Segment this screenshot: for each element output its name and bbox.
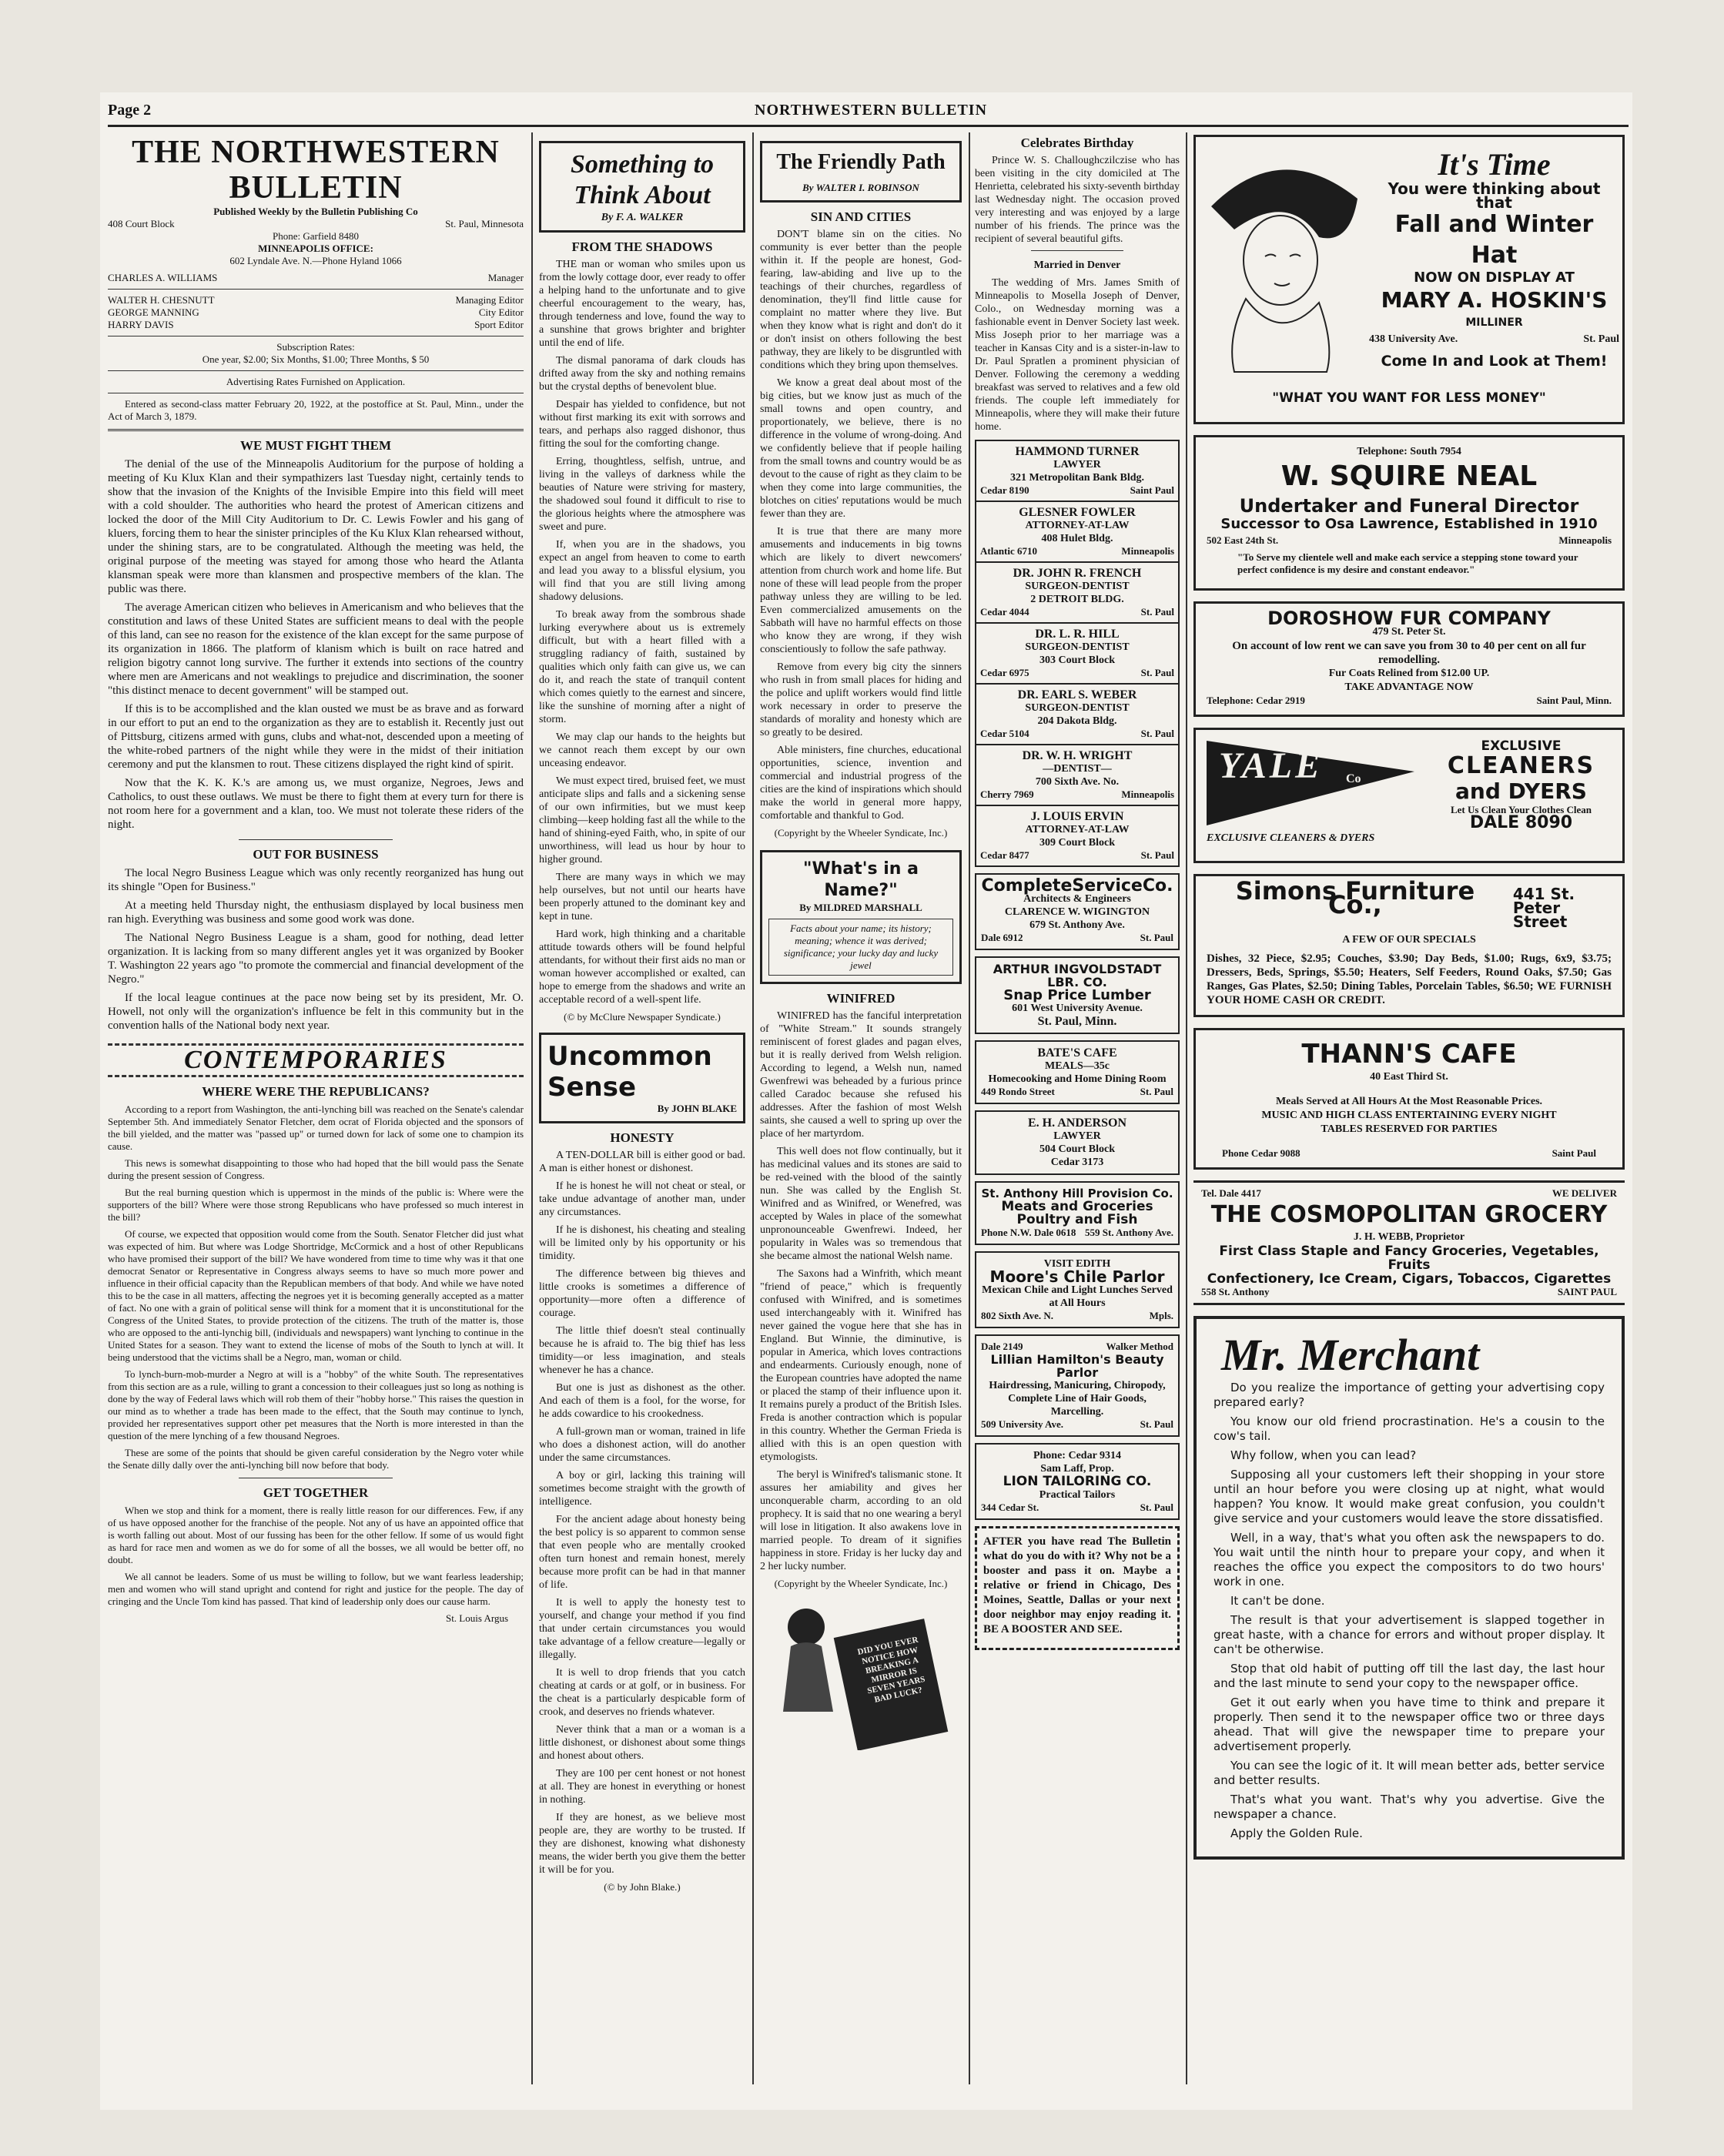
column-rule bbox=[531, 132, 533, 2084]
article-paragraph: Now that the K. K. K.'s are among us, we must organize, Negroes, Jews and Catholics, to oust these outlaws. We must be there to fight them at every turn for there is not room here for a government and a klan, too. We must not tolerate these riders of the night. bbox=[108, 777, 524, 831]
article-paragraph: It is well to apply the honesty test to yourself, and change your method if you find that under certain circumstances you would take advantage of a fellow creature—legally or illegally. bbox=[539, 1597, 745, 1661]
card-city: St. Paul bbox=[1140, 606, 1174, 618]
ad-offer: Fur Coats Relined from $12.00 UP. bbox=[1328, 668, 1490, 679]
feature-title: The Friendly Path bbox=[776, 150, 946, 174]
article-paragraph: These are some of the points that should be given careful consideration by the Negro voter while the Senate dilly dally over the anti-lynching bill now before that body. bbox=[108, 1447, 524, 1471]
directory-card bbox=[976, 441, 1178, 502]
section-banner: CONTEMPORARIES bbox=[108, 1043, 524, 1077]
ad-slogan: "WHAT YOU WANT FOR LESS MONEY" bbox=[1272, 390, 1546, 406]
ad-subtitle: LAWYER bbox=[1053, 1130, 1101, 1142]
card-title: —DENTIST— bbox=[1043, 763, 1112, 775]
ad-description: Confectionery, Ice Cream, Cigars, Tobaccos, Cigarettes bbox=[1207, 1271, 1612, 1287]
article-paragraph: But one is just as dishonest as the other. And each of them is a fool, for the worse, for he adds cowardice to his crookedness. bbox=[539, 1382, 745, 1420]
editorial-column bbox=[108, 135, 524, 2083]
staff-name: CHARLES A. WILLIAMS bbox=[108, 272, 218, 283]
article-paragraph: The little thief doesn't steal continually because he is afraid to. The big thief has less timidity—or less imagination, and steals whenever he has a chance. bbox=[539, 1325, 745, 1376]
ad-title: Moore's Chile Parlor bbox=[989, 1267, 1165, 1286]
notice-paragraph: It can't be done. bbox=[1230, 1594, 1325, 1608]
card-address: 204 Dakota Bldg. bbox=[1037, 715, 1117, 727]
notice-paragraph: Well, in a way, that's what you often ask the newspapers to do. You wait until the ninth hour to prepare your copy, and when it reaches the office you expect the compositors to do two hours' work in one. bbox=[1213, 1531, 1605, 1589]
article-paragraph: But the real burning question which is uppermost in the minds of the public is: Where were the supporters of the bill? Where were those strong Republicans who have professed so much interest in the bill? bbox=[108, 1187, 524, 1223]
office-city: St. Paul, Minnesota bbox=[445, 218, 524, 229]
ad-subtitle: Poultry and Fish bbox=[1016, 1212, 1138, 1227]
directory-card bbox=[976, 685, 1178, 745]
ad-address: 40 East Third St. bbox=[1370, 1071, 1448, 1083]
article-paragraph: Able ministers, fine churches, educational opportunities, science, invention and commercial and industrial progress of the cities are the kind of inspirations which should make the world in general more happy, comfortable and thankful to God. bbox=[760, 745, 962, 822]
article-paragraph: The National Negro Business League is a sham, good for nothing, dead letter organization. It is lacking from so many different angles yet it was organized by Booker T. Washington 22 years ago "to promote the commercial and financial development of the Negro." bbox=[108, 932, 524, 986]
ad-title: E. H. ANDERSON bbox=[1027, 1116, 1127, 1130]
card-city: Minneapolis bbox=[1121, 788, 1174, 800]
ad-subtitle: You were thinking about that bbox=[1388, 179, 1601, 212]
tailoring-ad bbox=[975, 1443, 1180, 1520]
feature-title: Something to Think About bbox=[570, 150, 715, 209]
masthead-title: THE NORTHWESTERN BULLETIN bbox=[132, 135, 500, 206]
card-address: 303 Court Block bbox=[1039, 654, 1115, 666]
ad-name: CLARENCE W. WIGINGTON bbox=[1004, 906, 1150, 918]
ad-business-type: MILLINER bbox=[1465, 316, 1523, 329]
article-paragraph: DON'T blame sin on the cities. No community is ever better than the people within it. If the people are honest, God-fearing, law-abiding and live up to the teachings of their churches, regardless of denomination, they'll find little cause for complaint no matter where they live. But when they know what is right and don't do it or don't insist on others following the best pathway, they are likely to be disgruntled with conditions which they bring upon themselves. bbox=[760, 229, 962, 371]
article-headline: OUT FOR BUSINESS bbox=[253, 847, 379, 862]
column-rule bbox=[1186, 132, 1187, 2084]
article-source: St. Louis Argus bbox=[445, 1612, 508, 1624]
office-address: 408 Court Block bbox=[108, 218, 175, 229]
card-city: St. Paul bbox=[1140, 728, 1174, 739]
notice-paragraph: Apply the Golden Rule. bbox=[1230, 1826, 1363, 1840]
ad-city: Mpls. bbox=[1149, 1310, 1173, 1321]
ad-title: ARTHUR INGVOLDSTADT LBR. CO. bbox=[993, 962, 1162, 989]
cafe-ad bbox=[1193, 1028, 1625, 1170]
ad-kicker: EXCLUSIVE bbox=[1481, 738, 1562, 754]
card-address: 309 Court Block bbox=[1039, 837, 1115, 849]
feature-card bbox=[539, 141, 745, 233]
ad-address: 344 Cedar St. bbox=[981, 1502, 1039, 1513]
article-paragraph: It is true that there are many more amusements and inducements in big towns which are likely to divert newcomers' attention from church work and home life. But none of these will lead people from the proper pathway unless they are willing to be led. Even commercialized amusements on the Sabbath will have no harmful effects on those who know they are wrong, if they wish conscientiously to follow the safe pathway. bbox=[760, 526, 962, 655]
feature-card bbox=[539, 1033, 745, 1123]
lawyer-ad bbox=[975, 1110, 1180, 1175]
article-paragraph: Of course, we expected that opposition would come from the South. Senator Fletcher did just what was expected of him. But where was Lodge Shortridge, McCormick and a host of other Republicans who have promised their support of the bill? We have wondered from time to time why was it that one democrat Senator or Representative in Congress always seems to have so much more power and influence in their official capacity than the Republican members of that body. And while we have noted this to be the case in all matters, affecting the negroes yet it is becoming generally accepted as a matter of fact. No one with a grain of political sense will think for a moment that it is unconstitutional for the Congress of the United States, to provide protection of the citizens. The truth of the matter is, those who are opposed to the anti-lynchig bill, (individuals and newspapers) want lynching to continue in the United States for a season. They want to extend the license of mobs of the South to lynch at will. It being understood that the victims shall be a Negro, man, woman or child. bbox=[108, 1228, 524, 1363]
ad-title: CompleteServiceCo. bbox=[981, 876, 1173, 896]
card-city: Saint Paul bbox=[1130, 484, 1174, 496]
notice-paragraph: The result is that your advertisement is slapped together in great haste, with a chance for errors and without proper display. It can't be otherwise. bbox=[1213, 1613, 1605, 1656]
ad-business-name: THE COSMOPOLITAN GROCERY bbox=[1210, 1201, 1608, 1228]
notice-paragraph: Get it out early when you have time to think and prepare it properly. Then send it to the newspaper office two or three days ahead. That will give the newspaper time to prepare your advertisement properly. bbox=[1213, 1696, 1605, 1753]
article-headline: WE MUST FIGHT THEM bbox=[239, 438, 391, 453]
article-paragraph: We all cannot be leaders. Some of us must be willing to follow, but we want fearless leadership; men and women who will stand upright and contend for right and justice for the people. The day of cringing and the Uncle Tom kind has passed. That kind of leadership only does our cause harm. bbox=[108, 1571, 524, 1607]
article-paragraph: A TEN-DOLLAR bill is either good or bad. A man is either honest or dishonest. bbox=[539, 1150, 745, 1174]
feature-byline: By F. A. WALKER bbox=[601, 212, 684, 223]
card-phone: Cedar 8190 bbox=[980, 484, 1029, 496]
card-address: 700 Sixth Ave. No. bbox=[1035, 776, 1120, 788]
ad-title: Lillian Hamilton's Beauty Parlor bbox=[990, 1352, 1164, 1380]
ad-address: 601 West University Avenue. bbox=[1012, 1003, 1143, 1014]
ad-title: It's Time bbox=[1438, 147, 1551, 182]
card-name: DR. W. H. WRIGHT bbox=[1022, 749, 1133, 762]
ad-description: Homecooking and Home Dining Room bbox=[988, 1073, 1167, 1085]
card-city: St. Paul bbox=[1140, 849, 1174, 861]
card-city: Minneapolis bbox=[1121, 545, 1174, 557]
article-paragraph: WINIFRED has the fanciful interpretation of "White Stream." It sounds strangely reminiscent of forest glades and pagan elves, but it is really derived from Welsh religion. According to legend, a Welsh nun, named Gwenfrewi was beheaded by a furious prince called Caradoc because she refused his addresses. After the fashion of most Welsh saints, she caused a well to spring up over the place of her martyrdom. bbox=[760, 1010, 962, 1140]
ad-address: 679 St. Anthony Ave. bbox=[1029, 919, 1125, 931]
article-paragraph: If, when you are in the shadows, you expect an angel from heaven to come to earth and lead you away to a blissful elysium, you will find that you are still living among shadowy delusions. bbox=[539, 539, 745, 603]
staff-role: Sport Editor bbox=[474, 319, 524, 330]
card-name: J. LOUIS ERVIN bbox=[1030, 810, 1124, 823]
ad-description: TABLES RESERVED FOR PARTIES bbox=[1321, 1123, 1498, 1135]
ad-subtitle: MEALS—35c bbox=[1045, 1060, 1110, 1072]
staff-name: HARRY DAVIS bbox=[108, 319, 174, 330]
ad-phone: Telephone: South 7954 bbox=[1357, 446, 1461, 457]
card-title: SURGEON-DENTIST bbox=[1025, 581, 1130, 592]
article-paragraph: There are many ways in which we may help ourselves, but not until our hearts have been properly attuned to the dominant key and kept in tune. bbox=[539, 872, 745, 922]
article-headline: WINIFRED bbox=[826, 991, 895, 1006]
pennant-co: Co bbox=[1346, 772, 1361, 785]
article-headline: WHERE WERE THE REPUBLICANS? bbox=[202, 1084, 430, 1099]
fur-company-ad bbox=[1193, 601, 1625, 717]
article-paragraph: The local Negro Business League which was only recently reorganized has hung out its shingle "Open for Business." bbox=[108, 867, 524, 893]
ad-description: Meals Served at All Hours At the Most Reasonable Prices. bbox=[1275, 1096, 1543, 1107]
copyright-line: (© by McClure Newspaper Syndicate.) bbox=[564, 1011, 721, 1023]
ad-proprietor: J. H. WEBB, Proprietor bbox=[1353, 1231, 1465, 1243]
article-paragraph: To break away from the sombrous shade lurking everywhere about us is extremely difficult, but with a heart filled with a struggling radiancy of faith, sustained by qualities which only faith can give us, we can do it, and reach the state of tranquil content which comes quietly to the earnest and sincere, like the sunshine of morning after a night of storm. bbox=[539, 609, 745, 725]
millinery-ad bbox=[1193, 135, 1625, 424]
ad-kicker: VISIT EDITH bbox=[1043, 1258, 1111, 1270]
article-paragraph: Never think that a man or a woman is a little dishonest, or dishonest about some things and honest about others. bbox=[539, 1724, 745, 1762]
column-rule bbox=[752, 132, 754, 2084]
article-paragraph: We know a great deal about most of the big cities, but we know just as much of the small towns and open country, and proportionately, we believe, there is no difference in the volume of wrong-doing. And we confidently believe that if people hailing from the small towns and country would be as devout to the cause of right as they claim to be when they come into large communities, the blotches on cities' reputations would be much fewer than they are. bbox=[760, 377, 962, 520]
article-paragraph: This well does not flow continually, but it has medicinal values and its stones are said to be red-veined with the blood of the saintly nun. She was called by the English St. Winifred and as Winifred, or Wenefred, was accepted by Wales in place of the somewhat unpronounceable Gwenfrewi. Indeed, her popularity in Wales was so tremendous that she became almost the national Welsh name. bbox=[760, 1146, 962, 1262]
advertising-rates: Advertising Rates Furnished on Application. bbox=[226, 376, 406, 387]
ad-quote: "To Serve my clientele well and make each service a stepping stone toward your perfect confidence is my desire and constant endeavor." bbox=[1237, 551, 1578, 575]
notice-paragraph: You know our old friend procrastination. He's a cousin to the cow's tail. bbox=[1213, 1414, 1605, 1443]
article-paragraph: The Saxons had a Winfrith, which meant "friend of peace," which is frequently confused with Winifred, and is sometimes used interchangeably with it. Winifred has never gained the vogue here that she has in England. But Winnie, the diminutive, is popular in America, which loves contractions and endearments. Curiously enough, none of the European countries have adopted the name or placed the stamp of their influence upon it. It remains purely a product of the British Isles. Freda is another contraction which is popular in this country. Whether the German Frieda is allied with this is an open question with etymologists. bbox=[760, 1268, 962, 1463]
publisher-line: Published Weekly by the Bulletin Publishing Co bbox=[213, 206, 418, 217]
article-paragraph: If he is honest he will not cheat or steal, or take undue advantage of another man, under any circumstances. bbox=[539, 1180, 745, 1218]
ad-city: St. Paul bbox=[1140, 1502, 1173, 1513]
card-name: HAMMOND TURNER bbox=[1015, 445, 1140, 458]
card-name: DR. EARL S. WEBER bbox=[1017, 688, 1137, 701]
card-address: 2 DETROIT BLDG. bbox=[1030, 594, 1124, 605]
card-address: 408 Hulet Bldg. bbox=[1041, 533, 1113, 544]
postal-entry: Entered as second-class matter February 20, 1922, at the postoffice at St. Paul, Minn., under the Act of March 3, 1879. bbox=[108, 398, 524, 422]
article-paragraph: THE man or woman who smiles upon us from the lowly cottage door, ever ready to offer a helping hand to the unfortunate and to give cheerful encouragement to the weary, has, through tenderness and love, found the way to a sunshine that grows brighter and brighter until the end of life. bbox=[539, 259, 745, 349]
article-paragraph: They are 100 per cent honest or not honest at all. They are honest in everything or honest in nothing. bbox=[539, 1768, 745, 1806]
yale-cleaners-ad bbox=[1193, 728, 1625, 863]
article-paragraph: Prince W. S. Challoughczilczise who has been visiting in the city domiciled at The Henrietta, celebrated his sixty-seventh birthday last Wednesday night. The occasion proved very interesting and was enjoyed by a large number of his friends. The prince was the recipient of several beautiful gifts. bbox=[975, 155, 1180, 245]
card-phone: Cedar 8477 bbox=[980, 849, 1029, 861]
article-paragraph: For the ancient adage about honesty being the best policy is so apparent to common sense that even people who are mentally crooked often turn honest and remain honest, merely because more profit can be had in that manner of life. bbox=[539, 1514, 745, 1591]
ad-address: 502 East 24th St. bbox=[1207, 534, 1279, 546]
booster-notice bbox=[975, 1526, 1180, 1650]
ad-phone: Dale 2149 bbox=[981, 1341, 1023, 1352]
article-headline: HONESTY bbox=[610, 1130, 675, 1145]
running-masthead: NORTHWESTERN BULLETIN bbox=[755, 102, 988, 119]
article-paragraph: Erring, thoughtless, selfish, untrue, and living in the valleys of darkness while the beauties of Nature were striving for mastery, the shadowed soul found it difficult to rise to the glorious heights where the atmosphere was sweet and pure. bbox=[539, 456, 745, 533]
article-paragraph: If this is to be accomplished and the klan ousted we must be as brave and as forward in our effort to put an end to the organization as they are to establish it. Recently just out of Pittsburg, citizens armed with guns, clubs and what-not, descended upon a meeting of the white-robed partners of the night while they were in the midst of their initiation ceremony and put the klansmen to rout. These citizens displayed the right kind of spirit. bbox=[108, 703, 524, 771]
ad-phone: Telephone: Cedar 2919 bbox=[1207, 695, 1305, 706]
ad-slogan: Let Us Clean Your Clothes Clean bbox=[1450, 804, 1592, 815]
woman-in-hat-icon bbox=[1203, 145, 1365, 376]
subscription-rates: One year, $2.00; Six Months, $1.00; Three Months, $ 50 bbox=[202, 353, 430, 365]
column-rule bbox=[969, 132, 970, 2084]
card-title: LAWYER bbox=[1053, 459, 1101, 470]
ad-city: St. Paul bbox=[1583, 333, 1619, 345]
ad-business-name: THANN'S CAFE bbox=[1301, 1039, 1517, 1070]
ad-headline: and DYERS bbox=[1455, 778, 1587, 804]
notice-paragraph: Supposing all your customers left their shopping in your store until an hour before you were closing up at night, what would happen? You know. It would make great confusion, you couldn't give service and your customers would leave the store dissatisfied. bbox=[1213, 1468, 1605, 1525]
directory-card bbox=[976, 502, 1178, 563]
grocery-ad bbox=[1193, 1180, 1625, 1305]
office-phone: Phone: Garfield 8480 bbox=[273, 230, 359, 242]
ad-city: St. Paul bbox=[1140, 1418, 1173, 1430]
card-address: 321 Metropolitan Bank Bldg. bbox=[1010, 472, 1144, 484]
header-rule bbox=[108, 125, 1629, 127]
card-title: ATTORNEY-AT-LAW bbox=[1025, 520, 1130, 531]
directory-card bbox=[976, 624, 1178, 685]
staff-role: Managing Editor bbox=[455, 294, 524, 306]
ad-address: 504 Court Block bbox=[1039, 1143, 1115, 1155]
ad-address: 559 St. Anthony Ave. bbox=[1085, 1227, 1173, 1238]
funeral-director-ad bbox=[1193, 435, 1625, 591]
advertisements-column bbox=[1193, 135, 1625, 2091]
ad-headline: Fall and Winter Hat bbox=[1394, 211, 1594, 269]
card-title: ATTORNEY-AT-LAW bbox=[1025, 824, 1130, 835]
feature-byline: By WALTER I. ROBINSON bbox=[802, 182, 919, 193]
card-phone: Cherry 7969 bbox=[980, 788, 1034, 800]
subscription-label: Subscription Rates: bbox=[276, 341, 355, 353]
ad-tagline: EXCLUSIVE CLEANERS & DYERS bbox=[1207, 832, 1375, 844]
ad-established: Successor to Osa Lawrence, Established in 1910 bbox=[1220, 516, 1598, 532]
page-number: Page 2 bbox=[108, 102, 152, 119]
feature-byline: By JOHN BLAKE bbox=[657, 1103, 737, 1114]
chile-parlor-ad bbox=[975, 1251, 1180, 1328]
article-paragraph: If the local league continues at the pace now being set by its president, Mr. O. Howell, not only will the organization's influence be felt in this community but in the convention halls of the National body next year. bbox=[108, 992, 524, 1032]
mr-merchant-notice bbox=[1193, 1316, 1625, 1860]
mpls-office-label: MINNEAPOLIS OFFICE: bbox=[258, 243, 373, 254]
ad-subtitle: A FEW OF OUR SPECIALS bbox=[1342, 934, 1476, 946]
notice-paragraph: You can see the logic of it. It will mean better ads, better service and better results. bbox=[1213, 1759, 1605, 1787]
article-paragraph: We may clap our hands to the heights but we cannot reach them except by our own unceasing endeavor. bbox=[539, 732, 745, 769]
feature-title: "What's in a Name?" bbox=[803, 859, 919, 900]
ad-phone: Tel. Dale 4417 bbox=[1201, 1187, 1261, 1199]
ad-city: Saint Paul, Minn. bbox=[1536, 695, 1612, 706]
feature-byline: By MILDRED MARSHALL bbox=[799, 902, 922, 913]
ad-phone: Phone N.W. Dale 0618 bbox=[981, 1227, 1076, 1238]
staff-role: City Editor bbox=[478, 306, 524, 318]
ad-business-name: W. SQUIRE NEAL bbox=[1280, 460, 1538, 492]
directory-card bbox=[976, 745, 1178, 806]
article-paragraph: A full-grown man or woman, trained in life who does a dishonest action, will do another under the same circumstances. bbox=[539, 1426, 745, 1464]
card-city: St. Paul bbox=[1140, 667, 1174, 678]
ad-city: Minneapolis bbox=[1558, 534, 1612, 546]
ad-address: 802 Sixth Ave. N. bbox=[981, 1310, 1054, 1321]
card-name: GLESNER FOWLER bbox=[1019, 506, 1136, 519]
article-paragraph: The dismal panorama of dark clouds has drifted away from the sky and nothing remains but the crystal depths of benevolent blue. bbox=[539, 355, 745, 393]
copyright-line: (Copyright by the Wheeler Syndicate, Inc.) bbox=[774, 1578, 948, 1589]
ad-title: LION TAILORING CO. bbox=[1003, 1474, 1152, 1489]
beauty-parlor-ad bbox=[975, 1334, 1180, 1437]
article-headline: SIN AND CITIES bbox=[810, 209, 912, 224]
card-title: SURGEON-DENTIST bbox=[1025, 702, 1130, 714]
article-headline: GET TOGETHER bbox=[263, 1485, 369, 1500]
article-paragraph: We must expect tired, bruised feet, we must anticipate slips and falls and a sickening sense of our own infirmities, but we must keep climbing—keep holding fast all the while to the hand of shining-eyed Faith, who, in spite of our unworthiness, will lead us hour by hour to higher ground. bbox=[539, 775, 745, 865]
article-paragraph: To lynch-burn-mob-murder a Negro at will is a "hobby" of the white South. The representatives from this section are as a rule, willing to grant a concession to their colleagues just so long as nothing is done by the way of Federal laws which will rob them of their "hobby horse." This raises the question in our mind as to whether a trade has been made to the effect, that the South may continue to lynch, provided her representatives support other pet measures that the North is more interested in than the question of the mere lynching of a few thousand Negroes. bbox=[108, 1368, 524, 1441]
ad-description: Mexican Chile and Light Lunches Served at All Hours bbox=[982, 1284, 1173, 1309]
ad-address: 449 Rondo Street bbox=[981, 1086, 1055, 1097]
ad-business-name: MARY A. HOSKIN'S bbox=[1381, 287, 1608, 313]
staff-role: Manager bbox=[487, 272, 524, 283]
card-name: DR. L. R. HILL bbox=[1035, 628, 1120, 641]
feature-title: Uncommon Sense bbox=[547, 1041, 712, 1103]
ad-city: SAINT PAUL bbox=[1557, 1286, 1617, 1297]
article-paragraph: Despair has yielded to confidence, but not without first marking its exit with sorrows and tears, and perhaps also ragged dishonor, thus fitting the soul for the comforting change. bbox=[539, 399, 745, 450]
cartoon-illustration bbox=[760, 1596, 962, 1750]
ad-description: MUSIC AND HIGH CLASS ENTERTAINING EVERY NIGHT bbox=[1261, 1110, 1557, 1121]
article-paragraph: The beryl is Winifred's talismanic stone. It assures her amiability and gives her unconquerable charm, according to an old prophecy. It is said that no one wearing a beryl will lose in litigation. It also awakens love in married people. To dream of it signifies happiness in store. Friday is her lucky day and 2 her lucky number. bbox=[760, 1469, 962, 1572]
feature-card bbox=[760, 850, 962, 984]
ad-proprietor: Sam Laff, Prop. bbox=[1040, 1463, 1114, 1475]
article-paragraph: If they are honest, as we believe most people are, they are worthy to be trusted. If they are dishonest, knowing what dishonesty means, the wider berth you give them the better it will be for you. bbox=[539, 1812, 745, 1876]
complete-service-ad bbox=[975, 873, 1180, 950]
ad-address: 479 St. Peter St. bbox=[1372, 626, 1446, 638]
ad-description: On account of low rent we can save you from 30 to 40 per cent on all fur remodelling. bbox=[1232, 640, 1586, 666]
booster-text: AFTER you have read The Bulletin what do you do with it? Why not be a booster and pass it on. Maybe a relative or friend in Chicago, Des Moines, Seattle, Dallas or your next door neighbor may enjoy reading it. BE A BOOSTER AND SEE. bbox=[983, 1535, 1171, 1635]
ad-subtitle: Snap Price Lumber bbox=[1003, 987, 1151, 1003]
notice-paragraph: Do you realize the importance of getting your advertising copy prepared early? bbox=[1213, 1381, 1605, 1409]
features-column-2 bbox=[539, 135, 745, 2083]
card-phone: Cedar 5104 bbox=[980, 728, 1029, 739]
card-phone: Atlantic 6710 bbox=[980, 545, 1038, 557]
article-paragraph: According to a report from Washington, the anti-lynching bill was reached on the Senate's calendar September 5th. And immediately Senator Fletcher, dem ocrat of Florida objected and the sponsors of the bill yielded, and the matter was "passed up" or turned down for lack of some one to champion its cause. bbox=[108, 1103, 524, 1152]
article-headline: FROM THE SHADOWS bbox=[571, 239, 713, 254]
ad-method: Walker Method bbox=[1106, 1341, 1173, 1352]
copyright-line: (Copyright by the Wheeler Syndicate, Inc.) bbox=[774, 827, 948, 839]
ad-address: 438 University Ave. bbox=[1369, 333, 1458, 345]
feature-card bbox=[760, 141, 962, 203]
article-headline: Celebrates Birthday bbox=[1020, 136, 1134, 150]
ad-phone: Cedar 3173 bbox=[1050, 1157, 1104, 1168]
directory-card bbox=[976, 806, 1178, 865]
pennant-text: YALE bbox=[1219, 745, 1324, 786]
notice-paragraph: Stop that old habit of putting off till the last day, the last hour and the last minute to send your copy to the newspaper office. bbox=[1213, 1662, 1605, 1690]
page-header bbox=[108, 100, 1632, 123]
ad-phone: Phone Cedar 9088 bbox=[1222, 1147, 1301, 1159]
ad-description: Hairdressing, Manicuring, Chiropody, Complete Line of Hair Goods, Marcelling. bbox=[989, 1380, 1166, 1418]
article-paragraph: At a meeting held Thursday night, the enthusiasm displayed by local business men ran high. Everything was business and some good work was done. bbox=[108, 899, 524, 926]
feature-facts: Facts about your name; its history; meaning; whence it was derived; significance; your lucky day and lucky jewel bbox=[768, 919, 953, 976]
staff-name: GEORGE MANNING bbox=[108, 306, 199, 318]
article-paragraph: When we stop and think for a moment, there is really little reason for our differences. Few, if any of us have opposed another for the franchise of the people. Not any of us have an appointed office that is worth falling out about. Most of our fussing has been for the other fellow. If some of us would fight as hard for race men and women as we do for some of all the bosses, we all would be better off, no doubt. bbox=[108, 1505, 524, 1565]
ad-call-to-action: Come In and Look at Them! bbox=[1381, 353, 1608, 370]
ad-headline: CLEANERS bbox=[1447, 752, 1595, 779]
ad-subtitle: Practical Tailors bbox=[1039, 1489, 1116, 1501]
directory-card bbox=[976, 563, 1178, 624]
ad-title: St. Anthony Hill Provision Co. bbox=[981, 1187, 1173, 1200]
article-paragraph: The difference between big thieves and little crooks is sometimes a difference of opportunity—more often a difference of courage. bbox=[539, 1268, 745, 1319]
article-paragraph: The wedding of Mrs. James Smith of Minneapolis to Mosella Joseph of Denver, Colo., on Wednesday morning was a fashionable event in Denver Society last week. Miss Joseph prior to her marriage was a teacher in Kansas City and is a sister-in-law to Dr. Paul Spratlen a prominent physician of Denver. Following the ceremony a wedding breakfast was served to relatives and a few old friends. The couple left immediately for Minneapolis, where they will make their future home. bbox=[975, 277, 1180, 433]
ad-city: Saint Paul bbox=[1552, 1147, 1596, 1159]
staff-name: WALTER H. CHESNUTT bbox=[108, 294, 215, 306]
card-title: SURGEON-DENTIST bbox=[1025, 641, 1130, 653]
notice-paragraph: Why follow, when you can lead? bbox=[1230, 1448, 1417, 1462]
notice-title: Mr. Merchant bbox=[1221, 1330, 1480, 1380]
notice-paragraph: That's what you want. That's why you advertise. Give the newspaper a chance. bbox=[1213, 1793, 1605, 1821]
ad-subtitle: Undertaker and Funeral Director bbox=[1239, 495, 1579, 517]
ad-price-list: Dishes, 32 Piece, $2.95; Couches, $3.90; Day Beds, $1.00; Rugs, 6x9, $3.75; Dressers, Beds, Springs, $5.50; Heaters, Self Feeders, Round Oaks, $7.50; Gas Ranges, Gas Plates, $2.50; Dining Tables, Porcelain Tables, $6.50; WE FURNISH YOUR HOME CASH OR CREDIT. bbox=[1207, 952, 1612, 1006]
ad-call-to-action: TAKE ADVANTAGE NOW bbox=[1344, 681, 1474, 693]
card-name: DR. JOHN R. FRENCH bbox=[1013, 567, 1142, 580]
provision-ad bbox=[975, 1181, 1180, 1245]
article-paragraph: It is well to drop friends that you catch cheating at cards or at golf, or in business. For the cheat is a particularly despicable form of crook, and deserves no friends whatever. bbox=[539, 1667, 745, 1718]
cartoon-sign-text: DID YOU EVER NOTICE HOW BREAKING A MIRROR IS SEVEN YEARS BAD LUCK? bbox=[856, 1635, 926, 1705]
card-phone: Cedar 4044 bbox=[980, 606, 1029, 618]
ad-city: St. Paul bbox=[1140, 932, 1173, 943]
notices-column bbox=[975, 135, 1180, 2083]
ad-title: BATE'S CAFE bbox=[1037, 1046, 1117, 1060]
ad-delivery: WE DELIVER bbox=[1552, 1187, 1617, 1199]
cafe-ad bbox=[975, 1040, 1180, 1104]
ad-phone: Phone: Cedar 9314 bbox=[1033, 1450, 1122, 1461]
mpls-office-address: 602 Lyndale Ave. N.—Phone Hyland 1066 bbox=[229, 255, 402, 266]
article-paragraph: This news is somewhat disappointing to those who had hoped that the bill would pass the Senate during the present session of Congress. bbox=[108, 1157, 524, 1181]
article-headline: Married in Denver bbox=[1033, 259, 1121, 271]
ad-address: 441 St. Peter Street bbox=[1512, 885, 1575, 931]
article-paragraph: The average American citizen who believes in Americanism and who believes that the constitution and laws of these United States are sufficient means to deal with the people of this land, can see no reason for the existence of the klan except for the same purpose of its organization in 1866. The platform of klanism which is built on race hatred and religion bigotry cannot long survive. The further it extends into sections of the country where men are Americans and not weaklings to prejudice and discrimination, the sooner "this distinct menace to decent government" will be stamped out. bbox=[108, 601, 524, 697]
furniture-ad bbox=[1193, 874, 1625, 1017]
article-paragraph: The denial of the use of the Minneapolis Auditorium for the purpose of holding a meeting of Ku Klux Klan and their sympathizers last Tuesday night, certainly tends to show that the invasion of the Knights of the Invisible Empire into this field will meet with a cold shoulder. The authorities who heard the protest of American citizens and locked the door of the Mill City Auditorium to Dr. C. Lewis Fowler and his gang of kluers, forcing them to hear the sinister principles of the Ku Klux Klan rehearsed without, under the shining stars, are to be congratulated. Although the meeting was held, the original purpose of the meeting was stayed for among those who heard the Atlanta klansman speak were more than klansmen and prospective members of the klan. The public was there. bbox=[108, 458, 524, 595]
ad-city: St. Paul, Minn. bbox=[1037, 1015, 1117, 1028]
ad-business-name: DOROSHOW FUR COMPANY bbox=[1267, 608, 1551, 629]
ad-address: 558 St. Anthony bbox=[1201, 1286, 1270, 1297]
article-paragraph: A boy or girl, lacking this training will sometimes become straight with the growth of intelligence. bbox=[539, 1470, 745, 1508]
ad-subtitle: Meats and Groceries bbox=[1001, 1199, 1153, 1214]
ad-phone: Dale 6912 bbox=[981, 932, 1023, 943]
ad-city: St. Paul bbox=[1140, 1086, 1173, 1097]
ad-business-name: Simons Furniture Co., bbox=[1235, 876, 1475, 919]
ad-phone: DALE 8090 bbox=[1469, 813, 1573, 832]
features-column-3 bbox=[760, 135, 962, 2083]
ad-subtitle: Architects & Engineers bbox=[1023, 893, 1131, 905]
copyright-line: (© by John Blake.) bbox=[604, 1881, 681, 1893]
article-paragraph: If he is dishonest, his cheating and stealing will be limited only by his opportunity or his timidity. bbox=[539, 1224, 745, 1262]
professional-directory bbox=[975, 440, 1180, 867]
article-paragraph: Hard work, high thinking and a charitable attitude towards others will be found helpful attendants, for without their first aids no man or woman however accomplished or exalted, can hope to emerge from the shadows and write an acceptable record of a well-spent life. bbox=[539, 929, 745, 1006]
lumber-ad bbox=[975, 956, 1180, 1034]
card-phone: Cedar 6975 bbox=[980, 667, 1029, 678]
article-paragraph: Remove from every big city the sinners who rush in from small places for hiding and the police and uplift workers would find little work necessary in order to preserve the standards of morality and honesty which are so greatly to be desired. bbox=[760, 661, 962, 738]
ad-description: First Class Staple and Fancy Groceries, Vegetables, Fruits bbox=[1219, 1244, 1599, 1273]
ad-address: 509 University Ave. bbox=[981, 1418, 1063, 1430]
ad-subtitle: NOW ON DISPLAY AT bbox=[1414, 270, 1575, 286]
